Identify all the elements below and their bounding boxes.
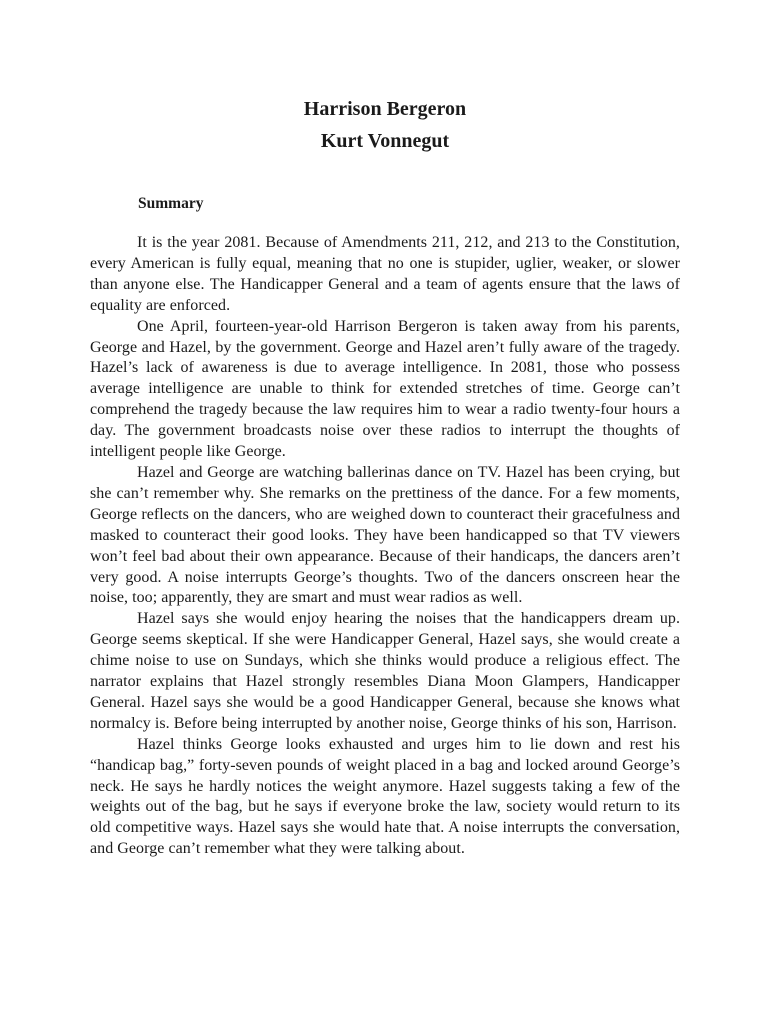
body-text (90, 233, 680, 860)
paragraph: Hazel and George are watching ballerinas dance on TV. Hazel has been crying, but she can’t remember why. She remarks on the prettiness of the dance. For a few moments, George reflects on the dancers, who are weighed down to counteract their gracefulness and masked to counteract their good looks. They have been handicapped so that TV viewers won’t feel bad about their own appearance. Because of their handicaps, the dancers aren’t very good. A noise interrupts George’s thoughts. Two of the dancers onscreen hear the noise, too; apparently, they are smart and must wear radios as well. (90, 463, 680, 607)
paragraph: It is the year 2081. Because of Amendments 211, 212, and 213 to the Constitution, every American is fully equal, meaning that no one is stupider, uglier, weaker, or slower than anyone else. The Handicapper General and a team of agents ensure that the laws of equality are enforced. (90, 234, 680, 314)
document-title: Harrison Bergeron (303, 98, 467, 120)
paragraph: Hazel thinks George looks exhausted and urges him to lie down and rest his “handicap bag,” forty-seven pounds of weight placed in a bag and locked around George’s neck. He says he hardly notices the weight anymore. Hazel suggests taking a few of the weights out of the bag, but he says if everyone broke the law, society would return to its old competitive ways. Hazel says she would hate that. A noise interrupts the conversation, and George can’t remember what they were talking about. (90, 735, 680, 858)
paragraph: One April, fourteen-year-old Harrison Bergeron is taken away from his parents, George and Hazel, by the government. George and Hazel aren’t fully aware of the tragedy. Hazel’s lack of awareness is due to average intelligence. In 2081, those who possess average intelligence are unable to think for extended stretches of time. George can’t comprehend the tragedy because the law requires him to wear a radio twenty-four hours a day. The government broadcasts noise over these radios to interrupt the thoughts of intelligent people like George. (90, 317, 680, 461)
document-author: Kurt Vonnegut (320, 130, 450, 152)
title-block (90, 93, 680, 157)
paragraph: Hazel says she would enjoy hearing the noises that the handicappers dream up. George seems skeptical. If she were Handicapper General, Hazel says, she would create a chime noise to use on Sundays, which she thinks would produce a religious effect. The narrator explains that Hazel strongly resembles Diana Moon Glampers, Handicapper General. Hazel says she would be a good Handicapper General, because she knows what normalcy is. Before being interrupted by another noise, George thinks of his son, Harrison. (90, 610, 680, 732)
section-heading: Summary (138, 195, 204, 212)
